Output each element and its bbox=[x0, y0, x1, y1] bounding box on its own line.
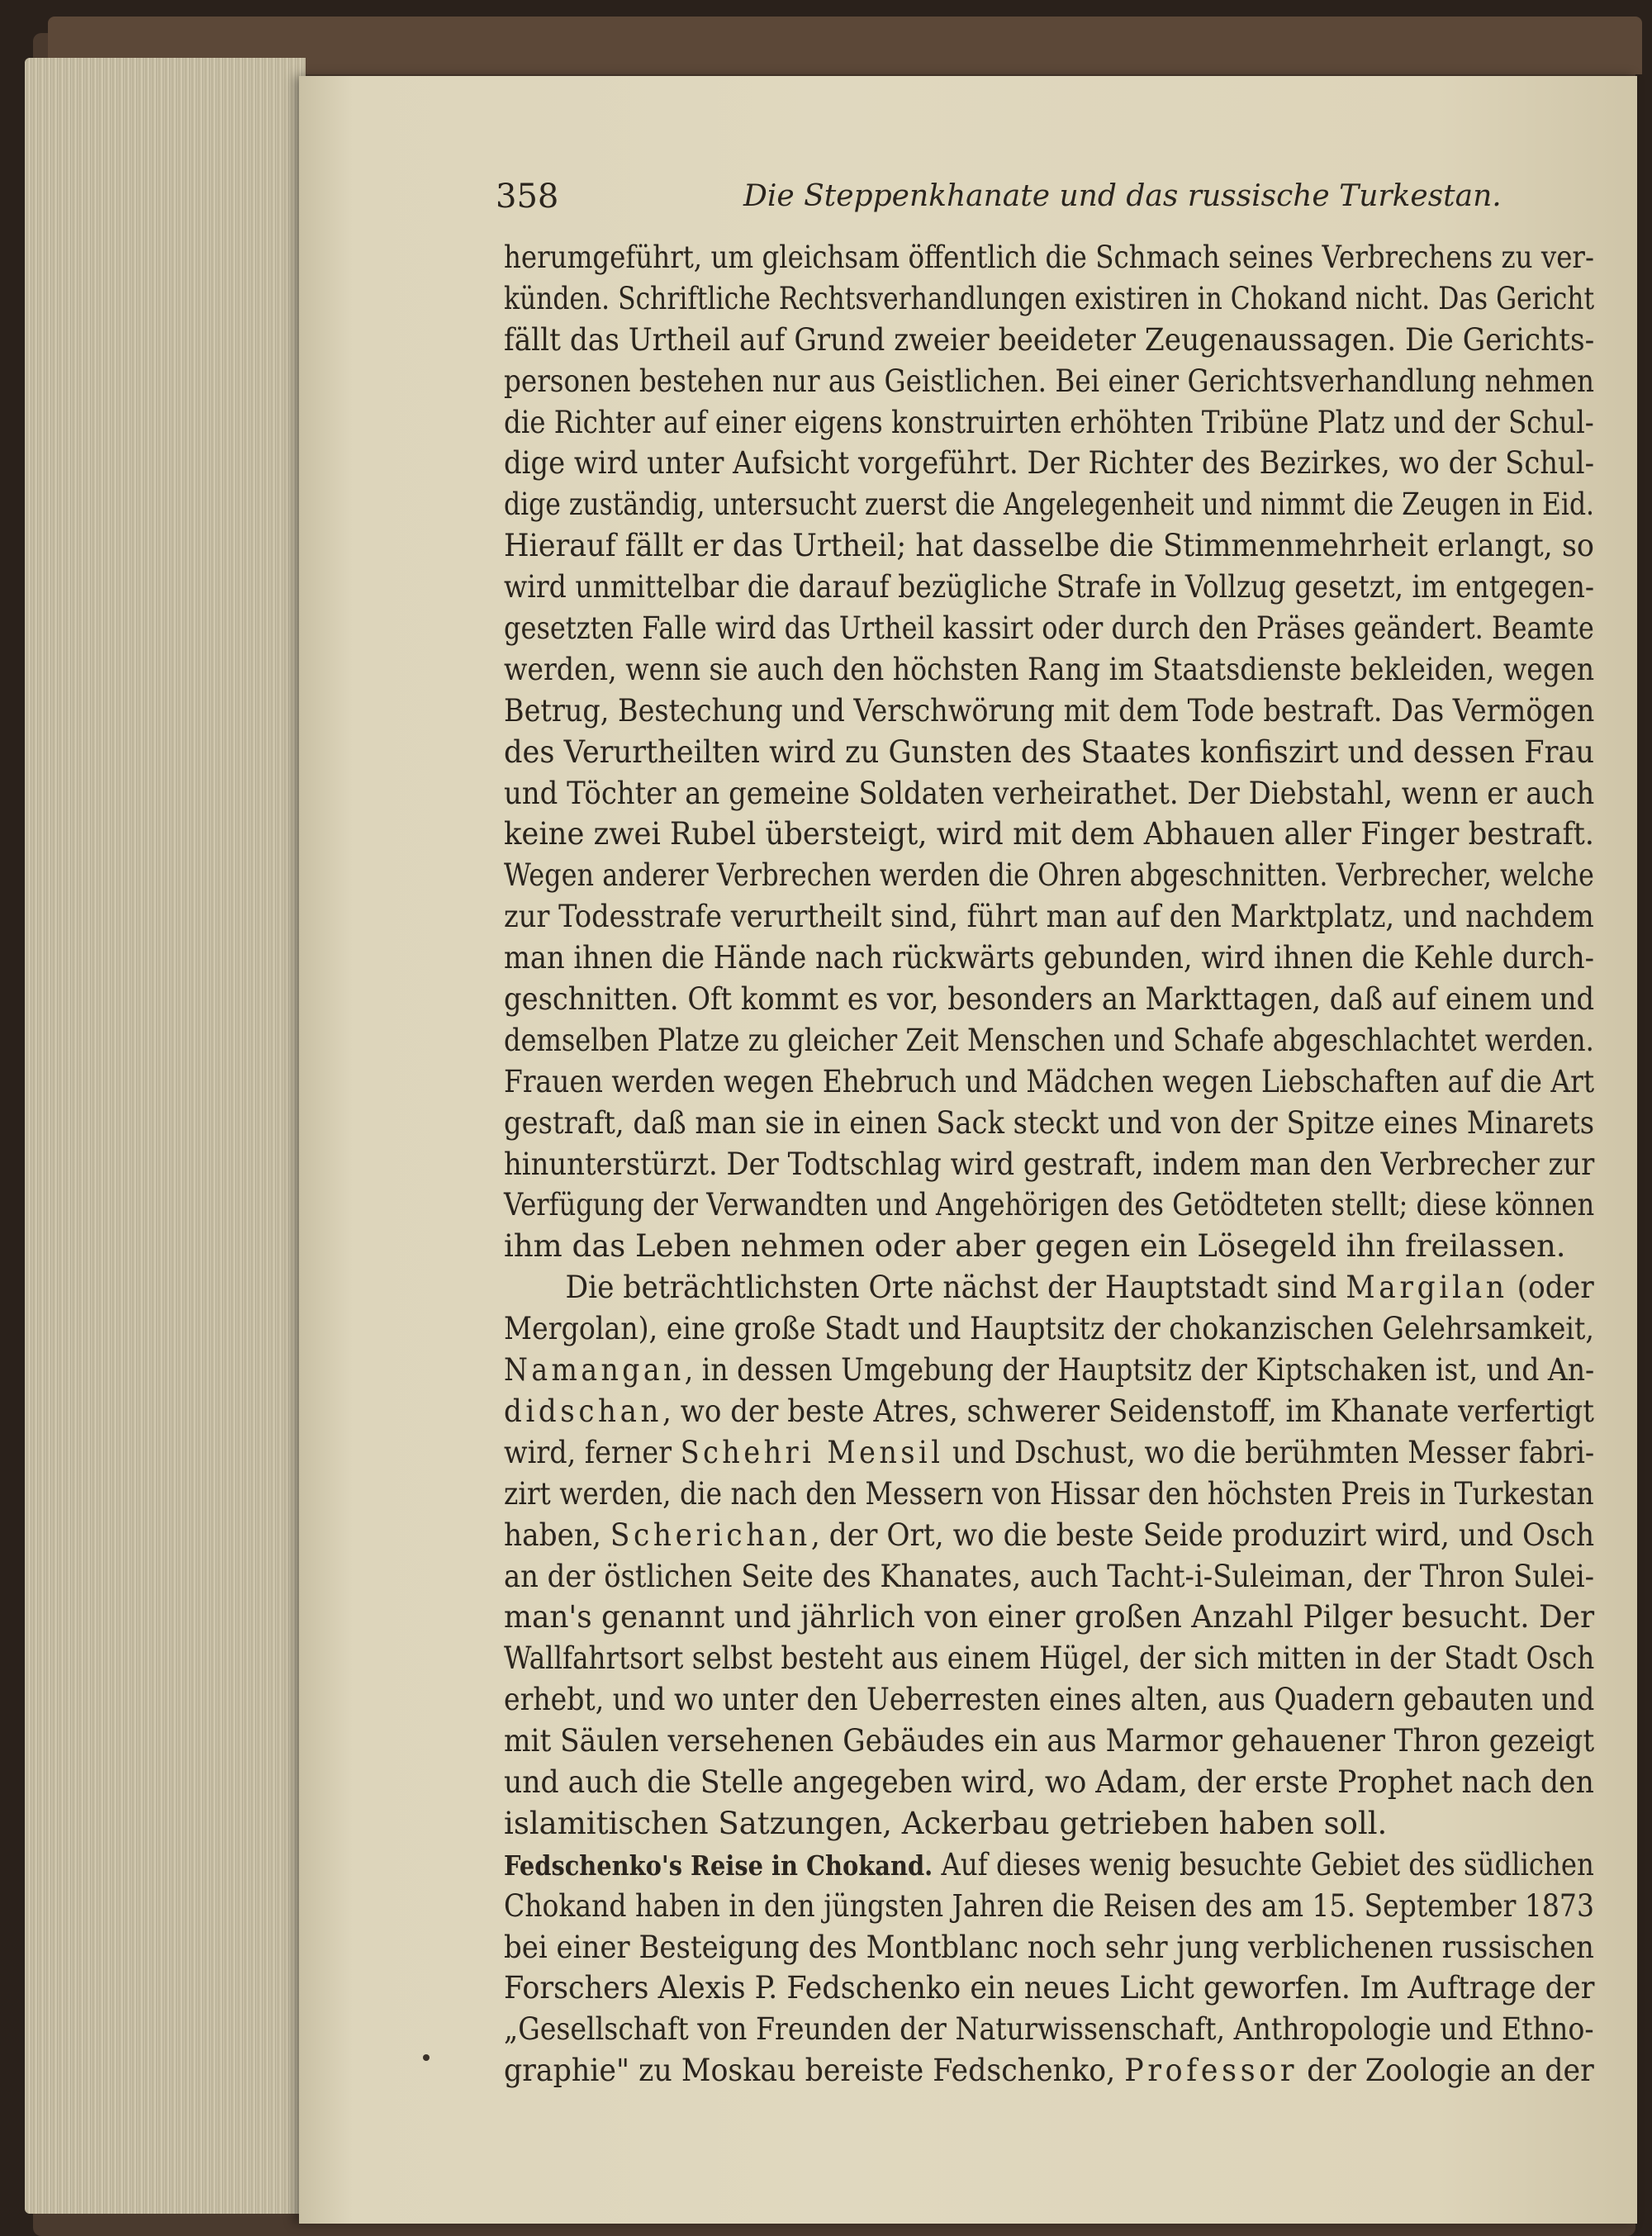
text-line: wird unmittelbar die darauf bezügliche Strafe in Vollzug gesetzt, im entgegen- bbox=[504, 569, 1595, 605]
text-line: werden, wenn sie auch den höchsten Rang im Staatsdienste bekleiden, wegen bbox=[504, 651, 1595, 687]
text-line: hinunterstürzt. Der Todtschlag wird gestraft, indem man den Verbrecher zur bbox=[504, 1146, 1595, 1182]
text-line: mit Säulen versehenen Gebäudes ein aus Marmor gehauener Thron gezeigt bbox=[504, 1723, 1595, 1759]
text-line: dige zuständig, untersucht zuerst die Angelegenheit und nimmt die Zeugen in Eid. bbox=[504, 487, 1595, 523]
page-edges bbox=[25, 58, 306, 2214]
text-line: personen bestehen nur aus Geistlichen. Bei einer Gerichtsverhandlung nehmen bbox=[504, 363, 1595, 399]
text-line: didschan, wo der beste Atres, schwerer Seidenstoff, im Khanate verfertigt bbox=[504, 1393, 1594, 1429]
text-line: Chokand haben in den jüngsten Jahren die Reisen des am 15. September 1873 bbox=[504, 1887, 1594, 1924]
text-line: man's genannt und jährlich von einer großen Anzahl Pilger besucht. Der bbox=[504, 1599, 1595, 1635]
text-line: bei einer Besteigung des Montblanc noch sehr jung verblichenen russischen bbox=[504, 1929, 1594, 1965]
page-header bbox=[496, 172, 1502, 221]
text-line: Betrug, Bestechung und Verschwörung mit dem Tode bestraft. Das Vermögen bbox=[504, 692, 1595, 729]
text-line: die Richter auf einer eigens konstruirten erhöhten Tribüne Platz und der Schul- bbox=[504, 404, 1594, 440]
text-line: keine zwei Rubel übersteigt, wird mit dem Abhauen aller Finger bestraft. bbox=[504, 816, 1595, 852]
text-line: künden. Schriftliche Rechtsverhandlungen existiren in Chokand nicht. Das Gericht bbox=[504, 280, 1595, 316]
text-line: Fedschenko's Reise in Chokand. Auf dieses wenig besuchte Gebiet des südlichen bbox=[504, 1846, 1594, 1882]
section-heading: Fedschenko's Reise in Chokand. bbox=[504, 1849, 933, 1882]
text-line: Namangan, in dessen Umgebung der Hauptsitz der Kiptschaken ist, und An- bbox=[504, 1352, 1595, 1389]
text-line: geschnitten. Oft kommt es vor, besonders an Markttagen, daß auf einem und bbox=[504, 981, 1595, 1018]
text-line: des Verurtheilten wird zu Gunsten des Staates konfiszirt und dessen Frau bbox=[504, 733, 1595, 770]
text-line: Mergolan), eine große Stadt und Hauptsitz der chokanzischen Gelehrsamkeit, bbox=[504, 1311, 1594, 1347]
text-line: Verfügung der Verwandten und Angehörigen des Getödteten stellt; diese können bbox=[504, 1187, 1595, 1223]
text-line: zirt werden, die nach den Messern von Hissar den höchsten Preis in Turkestan bbox=[504, 1475, 1594, 1512]
text-line: fällt das Urtheil auf Grund zweier beeideter Zeugenaussagen. Die Gerichts- bbox=[504, 321, 1595, 358]
text-line: wird, ferner Schehri Mensil und Dschust, wo die berühmten Messer fabri- bbox=[504, 1434, 1595, 1470]
text-line: und Töchter an gemeine Soldaten verheirathet. Der Diebstahl, wenn er auch bbox=[504, 775, 1595, 811]
text-line: und auch die Stelle angegeben wird, wo Adam, der erste Prophet nach den bbox=[504, 1764, 1594, 1800]
page-body bbox=[504, 237, 1594, 2091]
text-line: man ihnen die Hände nach rückwärts gebunden, wird ihnen die Kehle durch- bbox=[504, 940, 1595, 976]
text-line: „Gesellschaft von Freunden der Naturwissenschaft, Anthropologie und Ethno- bbox=[504, 2011, 1594, 2048]
text-line: zur Todesstrafe verurtheilt sind, führt man auf den Marktplatz, und nachdem bbox=[504, 899, 1594, 935]
text-line: Hierauf fällt er das Urtheil; hat dasselbe die Stimmenmehrheit erlangt, so bbox=[504, 528, 1595, 564]
text-line: graphie" zu Moskau bereiste Fedschenko, Professor der Zoologie an der bbox=[504, 2053, 1594, 2089]
text-line: Wegen anderer Verbrechen werden die Ohren abgeschnitten. Verbrecher, welche bbox=[504, 857, 1594, 894]
text-line: an der östlichen Seite des Khanates, auch Tacht-i-Suleiman, der Thron Sulei- bbox=[504, 1558, 1595, 1594]
text-line: ihm das Leben nehmen oder aber gegen ein Lösegeld ihn freilassen. bbox=[504, 1228, 1566, 1265]
text-line: Frauen werden wegen Ehebruch und Mädchen wegen Liebschaften auf die Art bbox=[504, 1063, 1595, 1099]
running-title: Die Steppenkhanate und das russische Turkestan. bbox=[743, 179, 1502, 213]
page-number: 358 bbox=[496, 178, 559, 216]
text-line: demselben Platze zu gleicher Zeit Menschen und Schafe abgeschlachtet werden. bbox=[504, 1022, 1594, 1058]
text-line: Forschers Alexis P. Fedschenko ein neues Licht geworfen. Im Auftrage der bbox=[504, 1970, 1595, 2006]
text-line: Die beträchtlichsten Orte nächst der Hauptstadt sind Margilan (oder bbox=[565, 1270, 1594, 1306]
text-line: Wallfahrtsort selbst besteht aus einem Hügel, der sich mitten in der Stadt Osch bbox=[504, 1640, 1595, 1677]
text-line: islamitischen Satzungen, Ackerbau getrieben haben soll. bbox=[504, 1805, 1388, 1841]
text-line: herumgeführt, um gleichsam öffentlich die Schmach seines Verbrechens zu ver- bbox=[504, 240, 1594, 275]
text-line: gesetzten Falle wird das Urtheil kassirt oder durch den Präses geändert. Beamte bbox=[504, 610, 1594, 647]
text-line: erhebt, und wo unter den Ueberresten eines alten, aus Quadern gebauten und bbox=[504, 1682, 1595, 1718]
ink-speck bbox=[423, 2054, 430, 2061]
text-line: haben, Scherichan, der Ort, wo die beste Seide produzirt wird, und Osch bbox=[504, 1517, 1595, 1553]
text-line: gestraft, daß man sie in einen Sack steckt und von der Spitze eines Minarets bbox=[504, 1104, 1595, 1141]
text-line: dige wird unter Aufsicht vorgeführt. Der Richter des Bezirkes, wo der Schul- bbox=[504, 445, 1595, 482]
